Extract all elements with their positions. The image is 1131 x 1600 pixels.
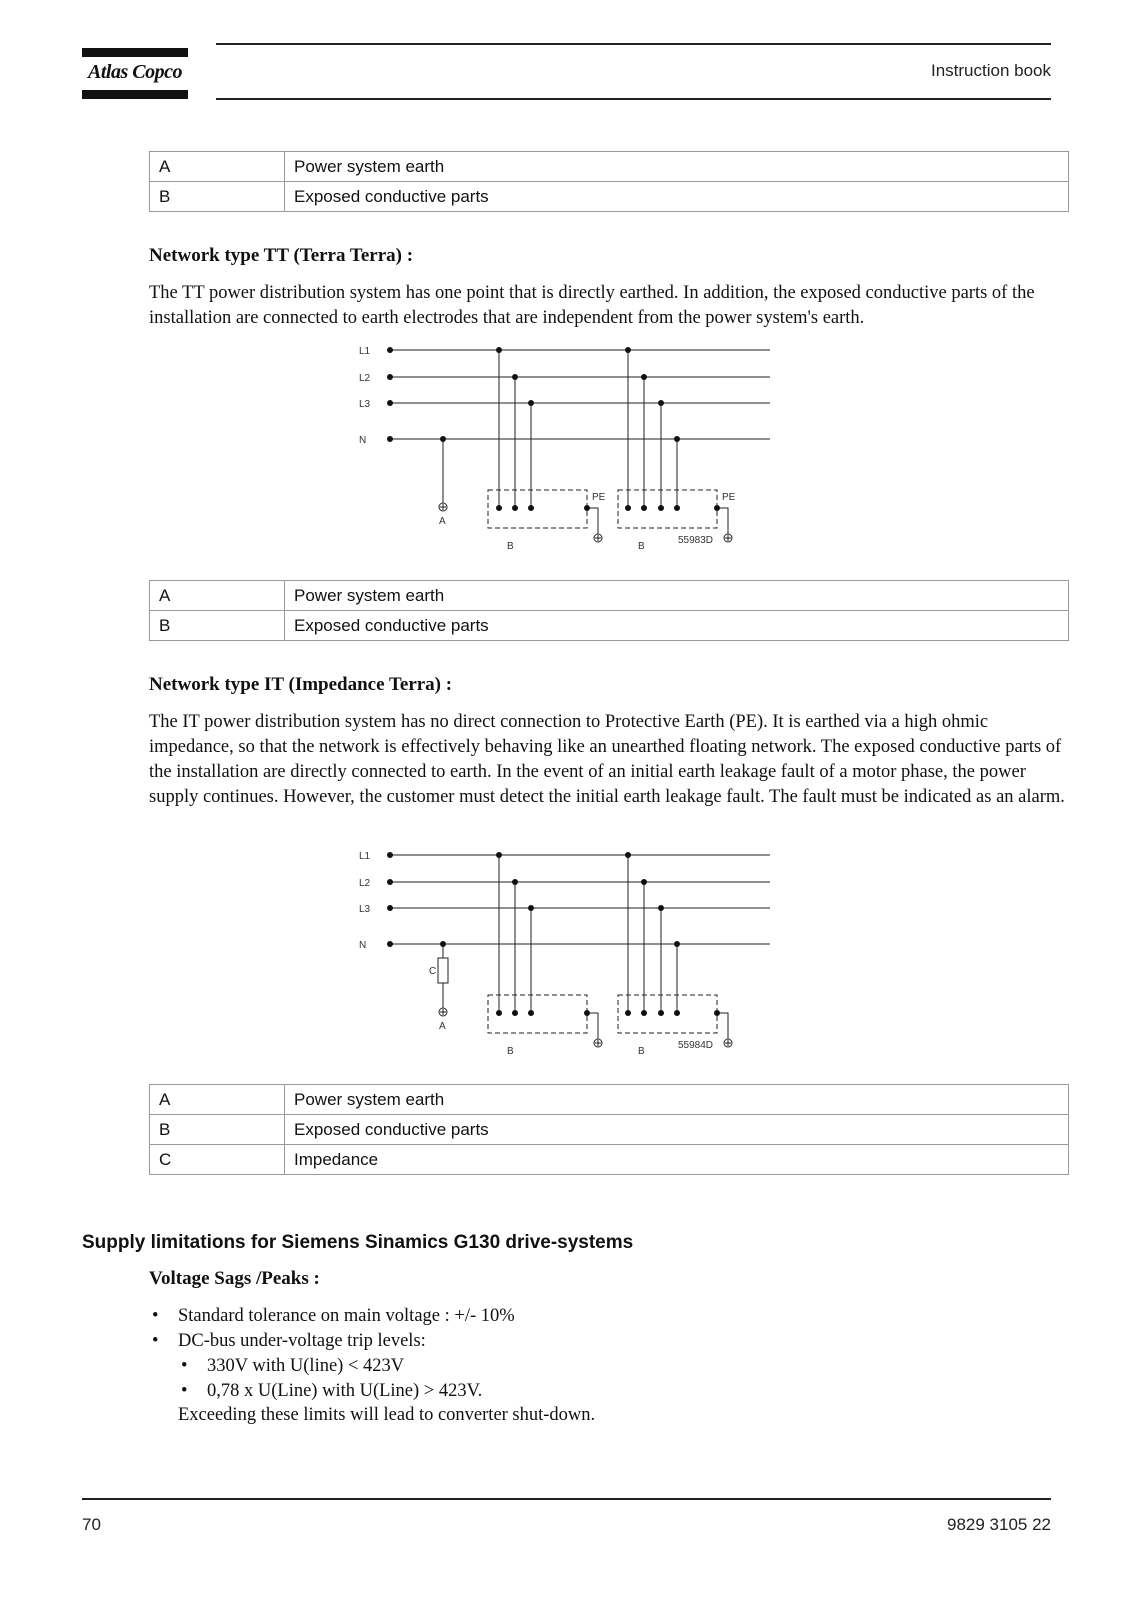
legend-value: Power system earth xyxy=(285,581,1069,611)
label-b: B xyxy=(638,541,645,552)
tt-legend-table xyxy=(149,580,1069,641)
footer-rule xyxy=(82,1498,1051,1500)
legend-key: A xyxy=(150,152,285,182)
it-paragraph: The IT power distribution system has no direct connection to Protective Earth (PE). It is earthed via a high ohmic impedance, so that the network is effectively behaving like an unearthed floating network. The exposed conductive parts of the installation are directly connected to earth. In the event of an initial earth leakage fault of a motor phase, the power supply continues. However, the customer must detect the initial earth leakage fault. The fault must be indicated as an alarm. xyxy=(149,712,1065,807)
tt-paragraph: The TT power distribution system has one point that is directly earthed. In addition, the exposed conductive parts of the installation are connected to earth electrodes that are independent from the power system's earth. xyxy=(149,283,1035,328)
supply-note: Exceeding these limits will lead to converter shut-down. xyxy=(178,1405,596,1425)
label-pe: PE xyxy=(592,492,606,503)
tt-network-diagram xyxy=(355,340,775,555)
list-item: • DC-bus under-voltage trip levels: xyxy=(149,1329,515,1354)
list-item: • 0,78 x U(Line) with U(Line) > 423V. xyxy=(178,1379,482,1404)
label-pe: PE xyxy=(722,492,736,503)
label-b: B xyxy=(638,1046,645,1057)
tt-heading: Network type TT (Terra Terra) : xyxy=(149,245,414,266)
table-row xyxy=(150,152,1069,182)
legend-value: Power system earth xyxy=(285,1085,1069,1115)
supply-heading: Supply limitations for Siemens Sinamics G130 drive-systems xyxy=(82,1232,634,1253)
legend-key: B xyxy=(150,182,285,212)
tn-legend-table xyxy=(149,151,1069,212)
line-label-n: N xyxy=(359,940,367,951)
supply-bullet-list xyxy=(149,1304,515,1354)
legend-value: Exposed conductive parts xyxy=(285,182,1069,212)
legend-key: C xyxy=(150,1145,285,1175)
line-label-n: N xyxy=(359,435,367,446)
label-c: C xyxy=(429,966,437,977)
legend-value: Exposed conductive parts xyxy=(285,1115,1069,1145)
label-a: A xyxy=(439,1021,446,1032)
list-item: • 330V with U(line) < 423V xyxy=(178,1354,482,1379)
line-label-l1: L1 xyxy=(359,851,371,862)
legend-key: B xyxy=(150,1115,285,1145)
it-network-diagram xyxy=(355,845,775,1060)
logo-bar-bottom xyxy=(82,90,188,99)
table-row xyxy=(150,1085,1069,1115)
line-label-l3: L3 xyxy=(359,399,371,410)
diagram-code: 55983D xyxy=(678,535,714,546)
legend-value: Exposed conductive parts xyxy=(285,611,1069,641)
legend-value: Impedance xyxy=(285,1145,1069,1175)
table-row xyxy=(150,581,1069,611)
line-label-l1: L1 xyxy=(359,346,371,357)
line-label-l2: L2 xyxy=(359,878,371,889)
table-row xyxy=(150,182,1069,212)
it-heading: Network type IT (Impedance Terra) : xyxy=(149,674,453,695)
page-number: 70 xyxy=(82,1515,101,1534)
label-b: B xyxy=(507,541,514,552)
table-row xyxy=(150,1115,1069,1145)
voltage-subheading: Voltage Sags /Peaks : xyxy=(149,1268,320,1289)
legend-key: A xyxy=(150,581,285,611)
supply-sub-bullet-list xyxy=(178,1354,482,1404)
table-row xyxy=(150,1145,1069,1175)
table-row xyxy=(150,611,1069,641)
header-rule-bottom xyxy=(216,98,1051,100)
legend-value: Power system earth xyxy=(285,152,1069,182)
logo-text: Atlas Copco xyxy=(88,61,182,83)
header-rule-top xyxy=(216,43,1051,45)
line-label-l3: L3 xyxy=(359,904,371,915)
document-number: 9829 3105 22 xyxy=(947,1515,1051,1534)
line-label-l2: L2 xyxy=(359,373,371,384)
document-title: Instruction book xyxy=(930,61,1051,80)
label-a: A xyxy=(439,516,446,527)
logo-bar-top xyxy=(82,48,188,57)
diagram-code: 55984D xyxy=(678,1040,714,1051)
legend-key: A xyxy=(150,1085,285,1115)
it-legend-table xyxy=(149,1084,1069,1175)
list-item: • Standard tolerance on main voltage : +/- 10% xyxy=(149,1304,515,1329)
label-b: B xyxy=(507,1046,514,1057)
legend-key: B xyxy=(150,611,285,641)
